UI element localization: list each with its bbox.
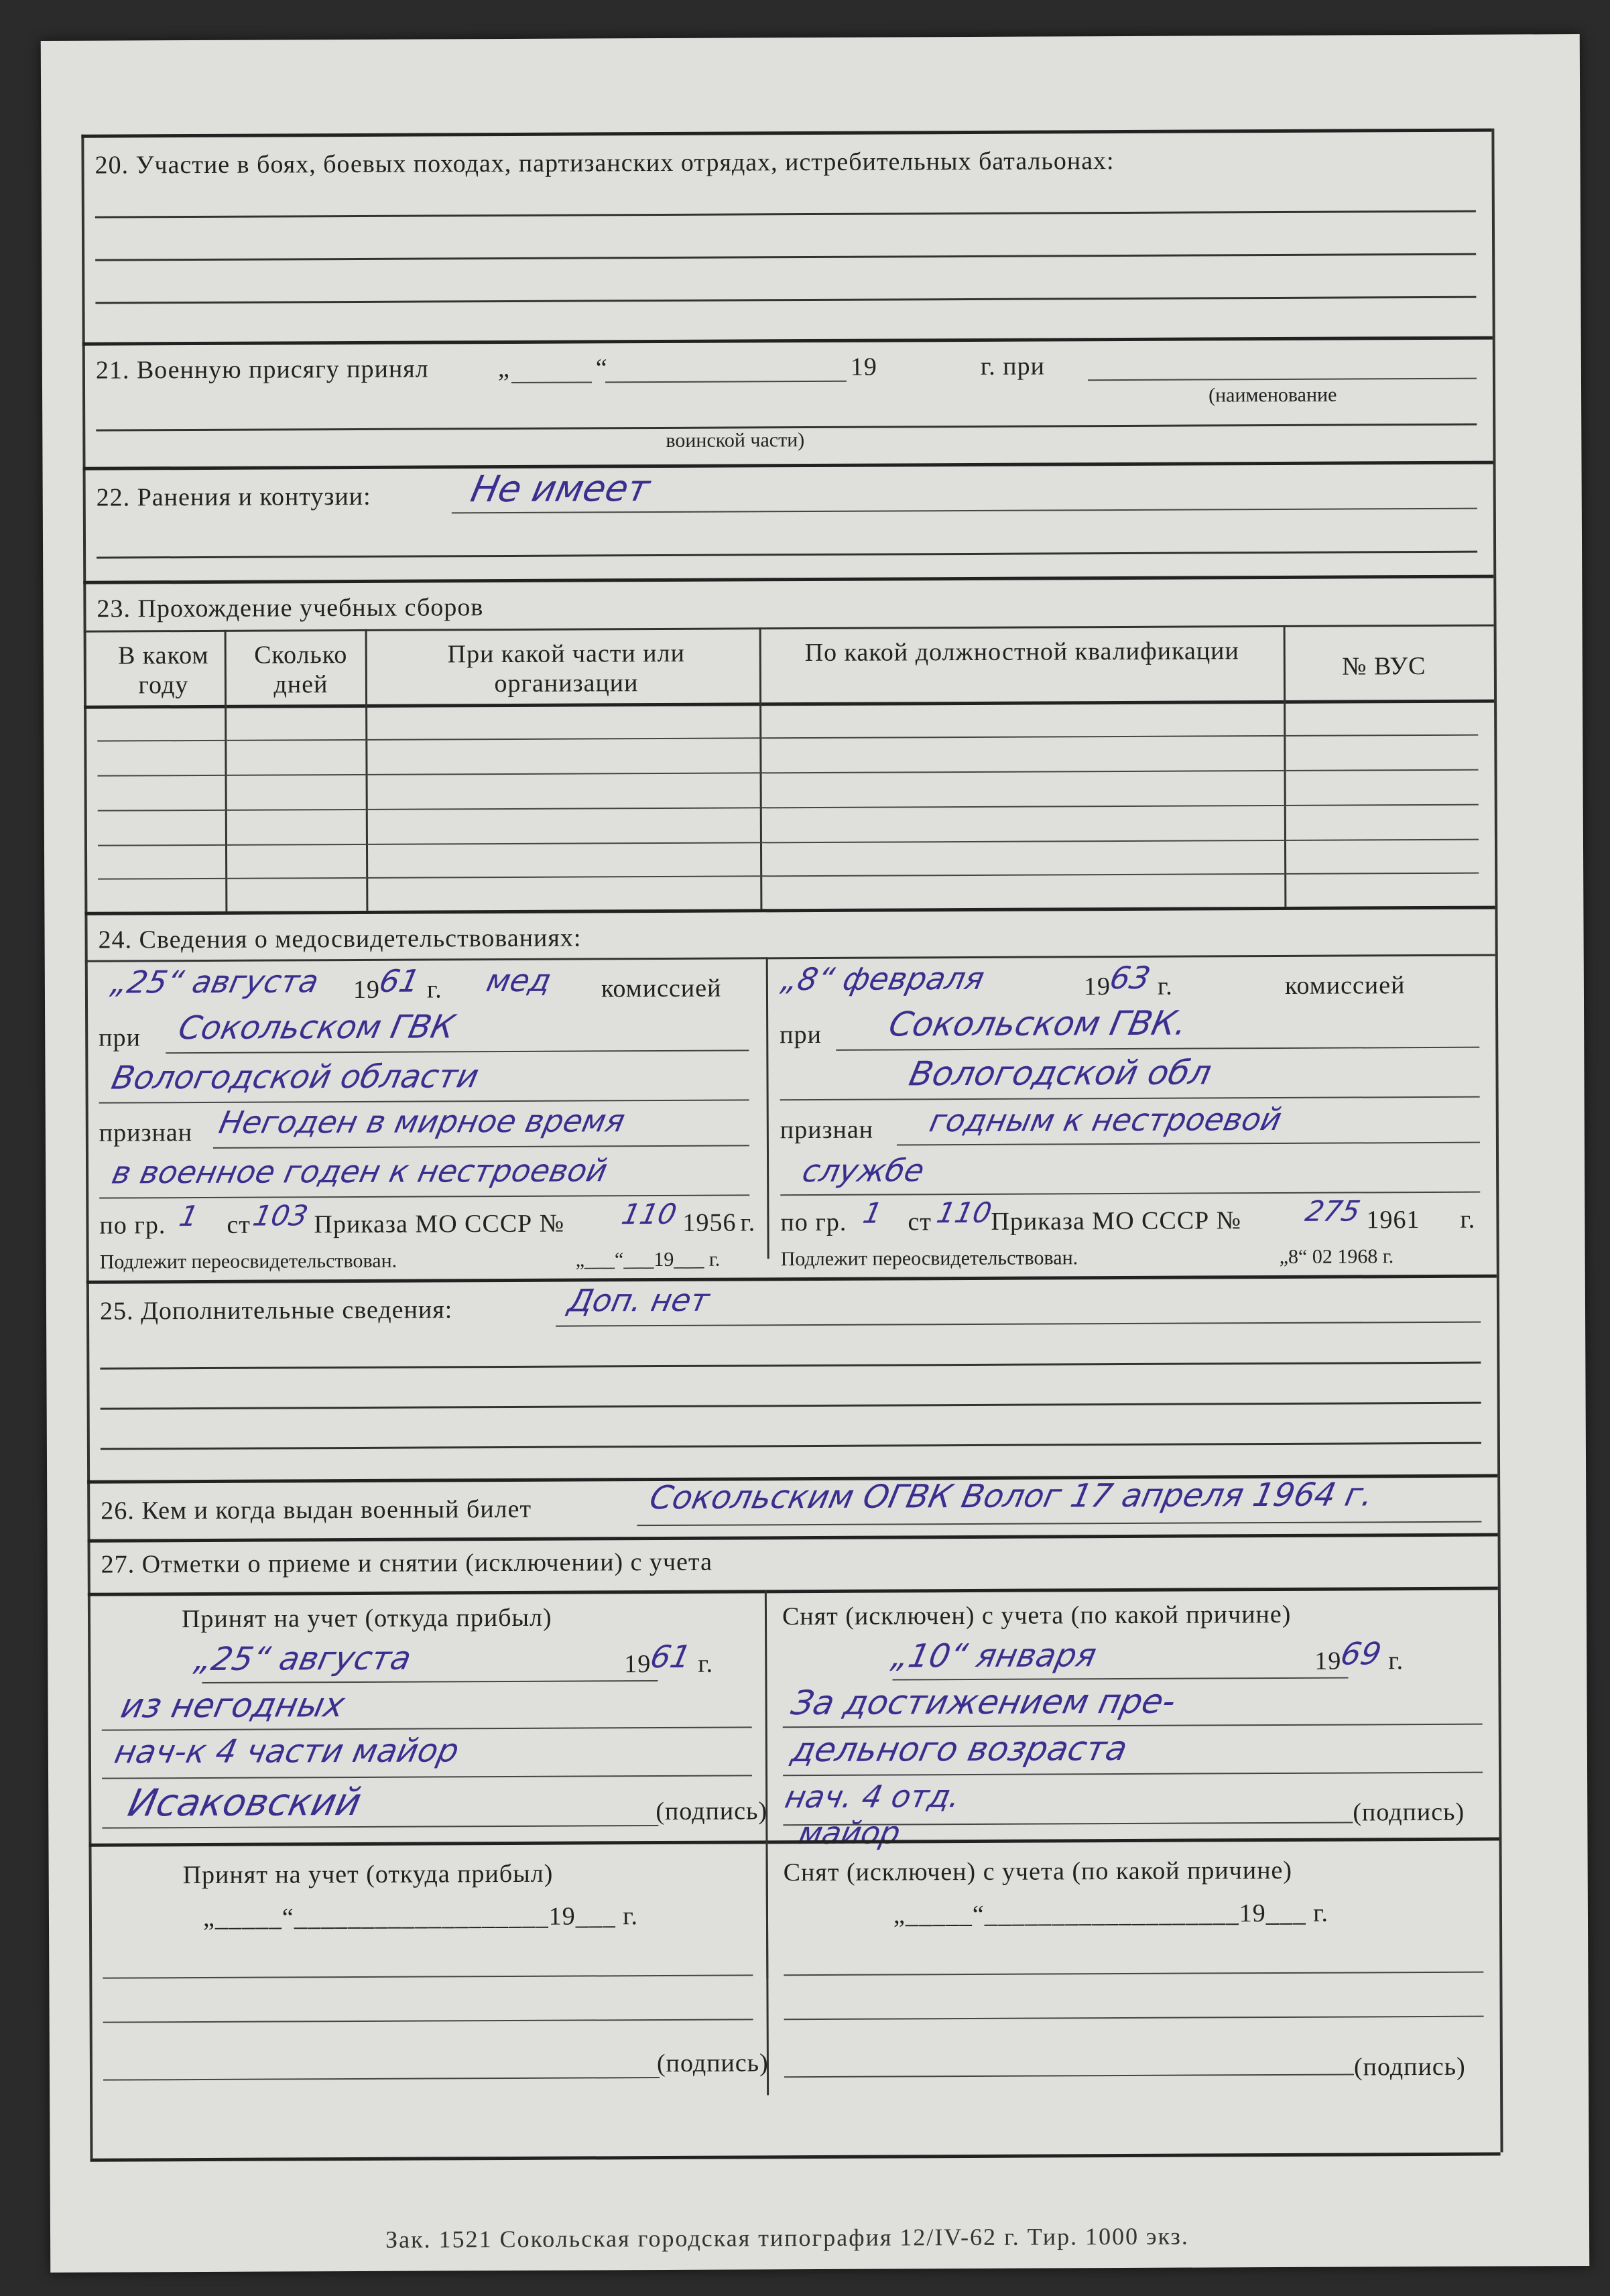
- unit-hint: воинской части): [666, 429, 805, 452]
- oath-g-pri: г. при: [980, 352, 1045, 381]
- med-right-org2: Вологодской обл: [906, 1053, 1215, 1094]
- med-left-year-prefix: 19: [353, 975, 381, 1005]
- med-right-g2: г.: [1460, 1205, 1476, 1234]
- med-right-result2: службе: [799, 1152, 928, 1190]
- remove1-reason1: За достижением пре-: [788, 1681, 1180, 1723]
- oath-year-prefix: 19: [850, 353, 877, 381]
- med-left-g: г.: [426, 975, 442, 1004]
- med-left-num: 110: [619, 1197, 680, 1231]
- med-left-org2: Вологодской области: [108, 1058, 483, 1097]
- med-left-pogr: по гр.: [99, 1211, 166, 1240]
- med-left-podl: Подлежит переосвидетельствован.: [99, 1249, 397, 1273]
- additional-value: Доп. нет: [565, 1281, 713, 1319]
- med-left-gr: 1: [176, 1199, 202, 1233]
- remove1-officer: нач. 4 отд.: [782, 1778, 964, 1815]
- naim-hint: (наименование: [1208, 383, 1337, 407]
- wounds-value: Не имеет: [467, 467, 654, 511]
- med-left-org1: Сокольском ГВК: [175, 1008, 458, 1047]
- accept1-year: 61: [647, 1638, 694, 1675]
- accept1-signature: Исаковский: [124, 1780, 365, 1826]
- med-right-priznan: признан: [780, 1115, 874, 1145]
- med-right-pogr: по гр.: [780, 1208, 847, 1237]
- med-left-date: „25“ августа: [108, 963, 322, 1001]
- med-left-priznan: признан: [99, 1119, 193, 1147]
- accept1-officer: нач-к 4 части майор: [111, 1732, 462, 1771]
- med-left-result1: Негоден в мирное время: [216, 1102, 629, 1141]
- section-21-label: 21. Военную присягу принял: [95, 355, 429, 385]
- med-right-year: 63: [1107, 959, 1154, 997]
- med-right-result1: годным к нестроевой: [926, 1100, 1285, 1139]
- med-left-pri: при: [99, 1023, 141, 1052]
- med-right-year-order: 1961: [1366, 1206, 1420, 1234]
- remove1-year: 69: [1337, 1635, 1385, 1672]
- med-right-komissiei: комиссией: [1284, 971, 1406, 1000]
- col-days-header: Сколько дней: [254, 641, 348, 699]
- section-20-label: 20. Участие в боях, боевых походах, партизанских отрядах, истребительных батальонах:: [95, 147, 1115, 180]
- section-24-label: 24. Сведения о медосвидетельствованиях:: [98, 923, 582, 954]
- remove2-head: Снят (исключен) с учета (по какой причине): [783, 1856, 1293, 1887]
- med-right-date: „8“ февраля: [778, 960, 988, 998]
- col-year-header: В каком году: [117, 641, 209, 700]
- section-27-label: 27. Отметки о приеме и снятии (исключении) с учета: [101, 1547, 713, 1579]
- med-right-stv: 110: [934, 1196, 995, 1230]
- remove1-g: г.: [1388, 1647, 1404, 1675]
- remove2-podpis: (подпись): [1353, 2052, 1466, 2082]
- remove1-year-prefix: 19: [1314, 1647, 1342, 1675]
- section-25-label: 25. Дополнительные сведения:: [99, 1295, 453, 1326]
- section-26-label: 26. Кем и когда выдан военный билет: [101, 1494, 532, 1525]
- accept1-podpis: (подпись): [656, 1797, 768, 1826]
- accept1-g: г.: [698, 1649, 714, 1678]
- remove1-date: „10“ января: [888, 1637, 1100, 1675]
- med-left-result2: в военное годен к нестроевой: [109, 1152, 611, 1191]
- med-left-stv: 103: [250, 1199, 311, 1232]
- remove1-rank: майор: [795, 1814, 904, 1852]
- med-right-st: ст: [908, 1208, 932, 1236]
- med-left-komissiei: комиссией: [601, 974, 722, 1003]
- remove1-head: Снят (исключен) с учета (по какой причине): [782, 1600, 1292, 1631]
- accept1-head: Принят на учет (откуда прибыл): [181, 1603, 552, 1634]
- section-23-label: 23. Прохождение учебных сборов: [97, 593, 484, 623]
- accept1-date: „25“ августа: [191, 1639, 415, 1679]
- med-left-kind: мед: [483, 962, 555, 999]
- accept2-podpis: (подпись): [656, 2049, 769, 2078]
- col-qual-header: По какой должностной квалификации: [804, 637, 1239, 667]
- med-left-year-order: 1956: [682, 1208, 737, 1237]
- med-left-g2: г.: [740, 1208, 756, 1237]
- med-left-st: ст: [227, 1210, 251, 1239]
- med-right-year-prefix: 19: [1083, 972, 1111, 1001]
- remove2-date: „_____“___________________19___ г.: [893, 1899, 1329, 1929]
- med-right-num: 275: [1302, 1194, 1363, 1228]
- med-right-org1: Сокольском ГВК.: [885, 1003, 1191, 1044]
- accept1-from: из негодных: [117, 1685, 349, 1726]
- accept2-head: Принят на учет (откуда прибыл): [182, 1859, 554, 1890]
- col-unit-header: При какой части или организации: [447, 639, 685, 698]
- section-22-label: 22. Ранения и контузии:: [96, 482, 371, 512]
- quote-open: „: [497, 354, 510, 383]
- remove1-podpis: (подпись): [1353, 1797, 1465, 1827]
- med-right-g: г.: [1157, 972, 1173, 1001]
- med-left-pdate: „___“___19___ г.: [575, 1248, 721, 1271]
- accept1-year-prefix: 19: [624, 1650, 652, 1679]
- med-right-pri: при: [780, 1020, 822, 1049]
- med-left-prikaz: Приказа МО СССР №: [314, 1209, 565, 1239]
- col-vus-header: № ВУС: [1342, 652, 1426, 681]
- accept2-date: „_____“___________________19___ г.: [202, 1902, 639, 1932]
- quote-close: “: [595, 354, 608, 383]
- med-right-gr: 1: [860, 1196, 885, 1230]
- remove1-reason2: дельного возраста: [788, 1728, 1131, 1770]
- military-id-issued: Сокольским ОГВК Волог 17 апреля 1964 г.: [646, 1476, 1377, 1517]
- med-left-year: 61: [376, 962, 424, 999]
- med-right-pdate: „8“ 02 1968 г.: [1279, 1245, 1394, 1268]
- printer-footer: Зак. 1521 Сокольская городская типография 12/IV-62 г. Тир. 1000 экз.: [385, 2222, 1189, 2253]
- med-right-podl: Подлежит переосвидетельствован.: [780, 1247, 1078, 1271]
- form-sheet: [41, 34, 1590, 2273]
- med-right-prikaz: Приказа МО СССР №: [991, 1206, 1242, 1236]
